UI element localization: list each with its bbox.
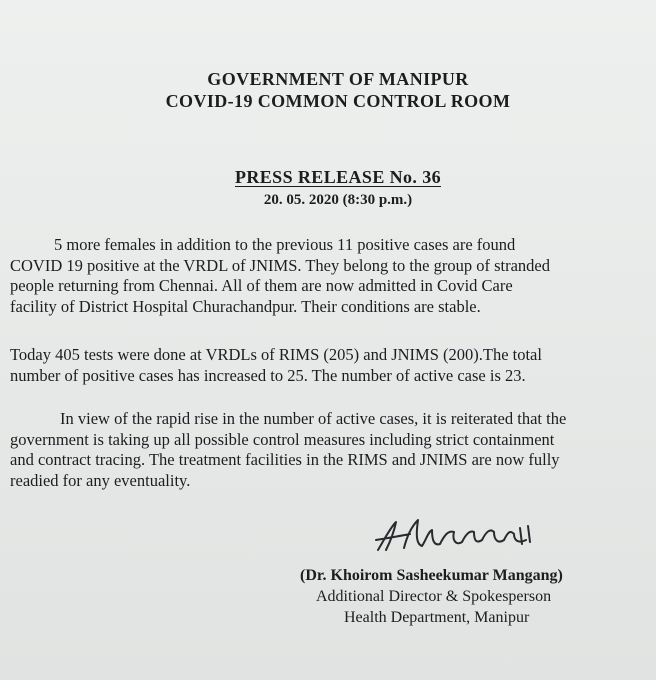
handwritten-signature	[370, 510, 550, 560]
signatory-designation: Additional Director & Spokesperson	[316, 588, 552, 605]
signatory-block	[300, 565, 640, 628]
paragraph-line: people returning from Chennai. All of them are now admitted in Covid Care	[10, 276, 513, 295]
header-government: GOVERNMENT OF MANIPUR	[207, 69, 469, 89]
document-header	[0, 68, 656, 112]
release-title-text: PRESS RELEASE No. 36	[234, 167, 442, 187]
paragraph-test-count	[10, 345, 640, 386]
paragraph-line: government is taking up all possible control measures including strict containment	[10, 429, 555, 449]
signatory-name: (Dr. Khoirom Sasheekumar Mangang)	[300, 567, 563, 584]
paragraph-line: 5 more females in addition to the previous 11 positive cases are found	[54, 235, 516, 254]
paragraph-line: Today 405 tests were done at VRDLs of RIMS (205) and JNIMS (200).The total	[10, 345, 542, 364]
paragraph-line: number of positive cases has increased to 25. The number of active case is 23.	[10, 365, 526, 385]
paragraph-new-cases	[10, 235, 640, 317]
paragraph-control-measures	[10, 409, 640, 491]
release-date: 20. 05. 2020 (8:30 p.m.)	[263, 192, 413, 208]
paragraph-line: In view of the rapid rise in the number of active cases, it is reiterated that the	[60, 409, 567, 428]
paragraph-line: readied for any eventuality.	[10, 470, 191, 490]
paragraph-line: COVID 19 positive at the VRDL of JNIMS. They belong to the group of stranded	[10, 255, 551, 275]
paragraph-line: facility of District Hospital Churachandpur. Their conditions are stable.	[10, 296, 481, 316]
paragraph-line: and contract tracing. The treatment facilities in the RIMS and JNIMS are now fully	[10, 450, 560, 469]
signatory-department: Health Department, Manipur	[344, 609, 530, 626]
release-title	[0, 167, 656, 188]
header-control-room: COVID-19 COMMON CONTROL ROOM	[165, 91, 511, 111]
